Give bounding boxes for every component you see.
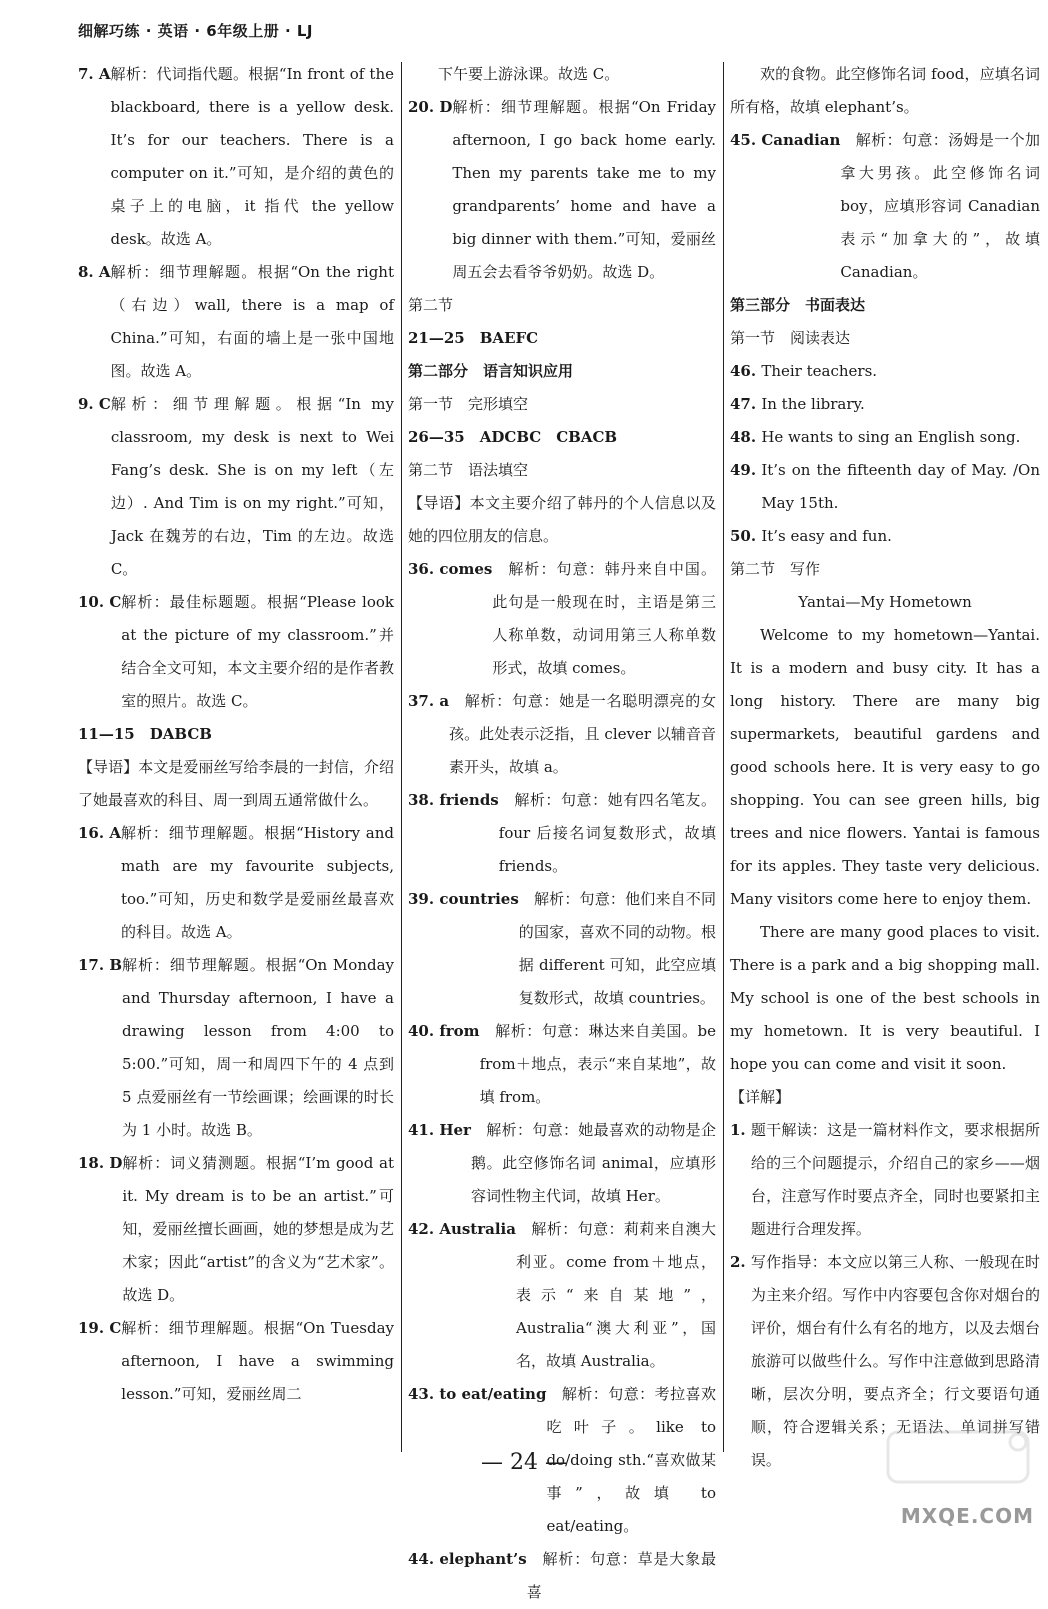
- answer-entry: [730, 124, 1040, 289]
- answer-entry: [730, 388, 1040, 421]
- item-number: 42. Australia: [408, 1220, 516, 1238]
- text-line: Welcome to my hometown—Yantai. It is a modern and busy city. It has a long history. There are many big supermarkets, beautiful gardens and good schools here. It is very easy to go shopping. You can see green hills, big trees and nice flowers. Yantai is famous for its apples. They taste very delicious. Many visitors come here to enjoy them.: [730, 626, 1040, 908]
- text-line: 第三部分 书面表达: [730, 296, 866, 314]
- item-number: 45. Canadian: [730, 131, 841, 149]
- text-line: 欢的食物。此空修饰名词 food，应填名词所有格，故填 elephant’s。: [730, 65, 1040, 116]
- text-line: 第二部分 语言知识应用: [408, 362, 574, 380]
- item-number: 20. D: [408, 98, 453, 116]
- item-explanation: 解析：句意：琳达来自美国。be from＋地点，表示“来自某地”，故填 from。: [479, 1022, 716, 1106]
- item-number: 50.: [730, 527, 762, 545]
- text-line: 26—35 ADCBC CBACB: [408, 428, 618, 446]
- answer-entry: [408, 1015, 716, 1114]
- item-number: 18. D: [78, 1154, 123, 1172]
- answer-entry: [78, 58, 394, 256]
- item-number: 17. B: [78, 956, 122, 974]
- item-number: 10. C: [78, 593, 122, 611]
- answer-entry: [78, 256, 394, 388]
- item-explanation: 解析：句意：莉莉来自澳大利亚。come from＋地点，表示“来自某地”，Australia“澳大利亚”，国名，故填 Australia。: [515, 1220, 716, 1370]
- item-explanation: 解析：句意：她有四名笔友。four 后接名词复数形式，故填 friends。: [498, 791, 716, 875]
- item-explanation: 解析：句意：他们来自不同的国家，喜欢不同的动物。根据 different 可知，此空应填复数形式，故填 countries。: [518, 890, 716, 1007]
- text-line: 第一节 阅读表达: [730, 329, 851, 347]
- item-number: 47.: [730, 395, 762, 413]
- item-number: 39. countries: [408, 890, 519, 908]
- text-line: 下午要上游泳课。故选 C。: [438, 65, 620, 83]
- watermark-text: MXQE.COM: [900, 1504, 1034, 1528]
- text-line: There are many good places to visit. There is a park and a big shopping mall. My school is one of the best schools in my hometown. It is very beautiful. I hope you can come and visit it soon.: [730, 923, 1040, 1073]
- item-number: 49.: [730, 461, 762, 479]
- item-number: 8. A: [78, 263, 111, 281]
- item-explanation: 写作指导：本文应以第三人称、一般现在时为主来介绍。写作中内容要包含你对烟台的评价，烟台有什么有名的地方，以及去烟台旅游可以做些什么。写作中注意做到思路清晰，层次分明，要点齐全；行文要语句通顺，符合逻辑关系；无语法、单词拼写错误。: [750, 1253, 1040, 1469]
- item-explanation: Their teachers.: [761, 362, 878, 380]
- answer-entry: [78, 949, 394, 1147]
- item-number: 43. to eat/eating: [408, 1385, 547, 1403]
- item-explanation: It’s on the fifteenth day of May. /On May 15th.: [761, 461, 1040, 512]
- answer-column-1: [78, 58, 394, 1411]
- answer-entry: [730, 520, 1040, 553]
- answer-entry: [408, 553, 716, 685]
- answer-entry: [78, 586, 394, 718]
- text-line: 21—25 BAEFC: [408, 329, 539, 347]
- item-explanation: 解析：细节理解题。根据“On the right（右边）wall, there is a map of China.”可知，右面的墙上是一张中国地图。故选 A。: [110, 263, 394, 380]
- item-number: 36. comes: [408, 560, 493, 578]
- item-explanation: 解析：细节理解题。根据“On Tuesday afternoon, I have a swimming lesson.”可知，爱丽丝周二: [121, 1319, 394, 1403]
- column-divider: [401, 62, 402, 1452]
- item-number: 9. C: [78, 395, 111, 413]
- item-number: 41. Her: [408, 1121, 471, 1139]
- item-explanation: 解析：句意：汤姆是一个加拿大男孩。此空修饰名词 boy，应填形容词 Canadian 表示“加拿大的”，故填 Canadian。: [840, 131, 1040, 281]
- answer-entry: [78, 388, 394, 586]
- item-explanation: 解析：最佳标题题。根据“Please look at the picture of my classroom.”并结合全文可知，本文主要介绍的是作者教室的照片。故选 C。: [121, 593, 394, 710]
- text-line: 第二节 语法填空: [408, 461, 529, 479]
- item-explanation: 解析：句意：她是一名聪明漂亮的女孩。此处表示泛指，且 clever 以辅音音素开头，故填 a。: [449, 692, 716, 776]
- item-number: 44. elephant’s: [408, 1550, 527, 1568]
- answer-entry: [408, 883, 716, 1015]
- page-header: 细解巧练 · 英语 · 6年级上册 · LJ: [78, 22, 314, 40]
- item-explanation: 题干解读：这是一篇材料作文，要求根据所给的三个问题提示，介绍自己的家乡——烟台，注意写作时要点齐全，同时也要紧扣主题进行合理发挥。: [750, 1121, 1040, 1238]
- item-number: 1.: [730, 1121, 751, 1139]
- answer-entry: [408, 91, 716, 289]
- answer-column-2: [408, 58, 716, 1609]
- item-number: 16. A: [78, 824, 121, 842]
- item-explanation: 解析：细节理解题。根据“On Monday and Thursday afternoon, I have a drawing lesson from 4:00 to 5:00.”可知，周一和周四下午的 4 点到 5 点爱丽丝有一节绘画课；绘画课的时长为 1 小时。故选 B。: [122, 956, 394, 1139]
- answer-entry: [78, 1312, 394, 1411]
- item-explanation: 解析：句意：她最喜欢的动物是企鹅。此空修饰名词 animal，应填形容词性物主代词，故填 Her。: [470, 1121, 716, 1205]
- text-line: 第一节 完形填空: [408, 395, 529, 413]
- answer-entry: [408, 1213, 716, 1378]
- item-explanation: 解析：细节理解题。根据“On Friday afternoon, I go back home early. Then my parents take me to my grandparents’ home and have a big dinner with them.”可知，爱丽丝周五会去看爷爷奶奶。故选 D。: [452, 98, 716, 281]
- item-explanation: It’s easy and fun.: [761, 527, 892, 545]
- text-line: 【导语】本文是爱丽丝写给李晨的一封信，介绍了她最喜欢的科目、周一到周五通常做什么。: [78, 758, 394, 809]
- answer-entry: [408, 1114, 716, 1213]
- item-number: 7. A: [78, 65, 111, 83]
- answer-entry: [730, 421, 1040, 454]
- answer-entry: [78, 817, 394, 949]
- answer-column-3: [730, 58, 1040, 1477]
- item-number: 37. a: [408, 692, 450, 710]
- text-line: 第二节 写作: [730, 560, 821, 578]
- answer-entry: [408, 685, 716, 784]
- item-explanation: 解析：代词指代题。根据“In front of the blackboard, there is a yellow desk. It’s for our teachers. There is a computer on it.”可知，是介绍的黄色的桌子上的电脑，it 指代 the yellow desk。故选 A。: [110, 65, 394, 248]
- item-explanation: 解析：句意：韩丹来自中国。此句是一般现在时，主语是第三人称单数，动词用第三人称单数形式，故填 comes。: [492, 560, 716, 677]
- answer-entry: [408, 784, 716, 883]
- item-explanation: 解析：句意：考拉喜欢吃叶子。like to do/doing sth.“喜欢做某事”，故填 to eat/eating。: [546, 1385, 716, 1535]
- text-line: 【详解】: [730, 1088, 791, 1106]
- text-line: Yantai—My Hometown: [798, 593, 972, 611]
- item-number: 38. friends: [408, 791, 499, 809]
- answer-entry: [408, 1543, 716, 1609]
- item-explanation: 解析：词义猜测题。根据“I’m good at it. My dream is to be an artist.”可知，爱丽丝擅长画画，她的梦想是成为艺术家；因此“artist”的含义为“艺术家”。故选 D。: [122, 1154, 394, 1304]
- item-explanation: In the library.: [761, 395, 865, 413]
- item-number: 40. from: [408, 1022, 480, 1040]
- answer-entry: [78, 1147, 394, 1312]
- item-explanation: He wants to sing an English song.: [761, 428, 1021, 446]
- item-number: 48.: [730, 428, 762, 446]
- item-number: 2.: [730, 1253, 751, 1271]
- page-number: — 24 —: [481, 1450, 567, 1475]
- item-explanation: 解析：句意：草是大象最喜: [526, 1550, 716, 1601]
- text-line: 11—15 DABCB: [78, 725, 212, 743]
- item-number: 19. C: [78, 1319, 122, 1337]
- item-explanation: 解析：细节理解题。根据“In my classroom, my desk is next to Wei Fang’s desk. She is on my left（左边）. And Tim is on my right.”可知，Jack 在魏芳的右边，Tim 的左边。故选 C。: [110, 395, 394, 578]
- item-explanation: 解析：细节理解题。根据“History and math are my favourite subjects, too.”可知，历史和数学是爱丽丝最喜欢的科目。故选 A。: [120, 824, 394, 941]
- column-divider: [723, 62, 724, 1452]
- answer-entry: [730, 1114, 1040, 1246]
- text-line: 【导语】本文主要介绍了韩丹的个人信息以及她的四位朋友的信息。: [408, 494, 716, 545]
- item-number: 46.: [730, 362, 762, 380]
- answer-entry: [730, 355, 1040, 388]
- answer-entry: [730, 454, 1040, 520]
- text-line: 第二节: [408, 296, 454, 314]
